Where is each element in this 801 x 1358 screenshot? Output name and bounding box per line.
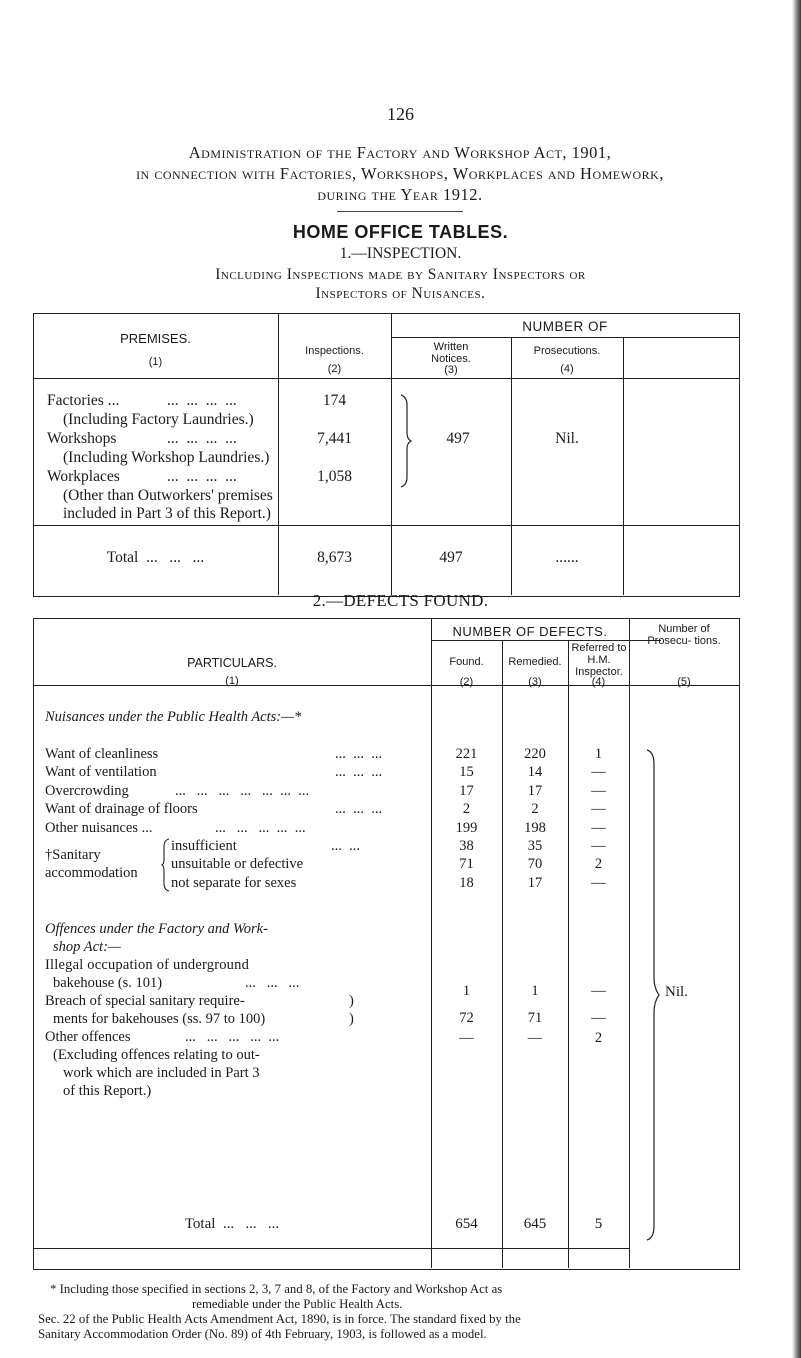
- col-inspections-num: (2): [327, 363, 342, 375]
- cell-found: 15: [459, 764, 474, 781]
- offence-label: Illegal occupation of underground: [45, 957, 250, 973]
- cell-found: 38: [459, 837, 474, 854]
- offence-remedied: —: [527, 1030, 543, 1046]
- premises-header: PREMISES.: [120, 331, 191, 346]
- col-remedied: Remedied.: [508, 656, 562, 668]
- cell-referred: —: [591, 874, 606, 891]
- nuisance-row: Want of ventilation ... ... ...: [45, 764, 383, 781]
- workplaces-inspections: 1,058: [317, 468, 352, 485]
- cell-referred: —: [591, 837, 606, 854]
- cell-referred: —: [591, 782, 606, 799]
- brace-notices: [399, 393, 413, 489]
- cell-found: 17: [459, 782, 474, 799]
- cell-found: 71: [459, 856, 474, 873]
- cell-remedied: 70: [527, 856, 543, 873]
- sanitary-row: not separate for sexes: [171, 874, 297, 891]
- brace-prosecutions: [645, 748, 661, 1242]
- total-notices: 497: [439, 549, 463, 566]
- offence-found: —: [459, 1030, 474, 1046]
- cell-found: 221: [455, 746, 478, 762]
- offence-referred: 2: [594, 1030, 603, 1046]
- page-number: 126: [387, 104, 414, 124]
- offences-list: [45, 956, 430, 1100]
- defects-table: [33, 618, 740, 1270]
- footnotes: [32, 1282, 772, 1342]
- cell-referred: —: [591, 764, 606, 781]
- col-found: Found.: [449, 656, 484, 668]
- cell-remedied: 198: [524, 819, 546, 836]
- sanitary-label-1: †Sanitary: [45, 847, 101, 863]
- footnote-star-2: remediable under the Public Health Acts.: [192, 1297, 403, 1311]
- footnote-dagger-1: Sec. 22 of the Public Health Acts Amendment Act, 1890, is in force. The standard fixed by the: [38, 1312, 521, 1326]
- nuisances-remedied-col: [502, 745, 568, 892]
- nuisance-row: Want of cleanliness ... ... ...: [45, 746, 383, 762]
- particulars-header: PARTICULARS.: [187, 656, 277, 670]
- cell-referred: 2: [594, 856, 603, 873]
- col-remedied-num: (3): [528, 676, 542, 688]
- excluding-note: of this Report.): [63, 1083, 152, 1099]
- cell-referred: —: [591, 801, 606, 818]
- sanitary-row: insufficient ... ...: [171, 838, 360, 854]
- nuisance-row: Want of drainage of floors ... ... ...: [45, 801, 383, 818]
- sanitary-row: unsuitable or defective: [171, 856, 304, 873]
- nuisances-referred-col: [568, 745, 629, 892]
- total-label: Total ... ... ...: [184, 1216, 280, 1232]
- col-referred-num: (4): [591, 676, 606, 688]
- offence-referred: —: [591, 1010, 606, 1026]
- sanitary-list: [171, 837, 431, 892]
- footnote-dagger-2: Sanitary Accommodation Order (No. 89) of 4th February, 1903, is followed as a model.: [38, 1327, 487, 1341]
- prosecutions-group: Nil.: [555, 430, 579, 447]
- col-referred: Referred to H.M. Inspector.: [571, 642, 627, 678]
- offence-label-cont: ments for bakehouses (ss. 97 to 100) ): [53, 1011, 354, 1027]
- excluding-note: (Excluding offences relating to out-: [53, 1047, 260, 1063]
- row-workshops-note: (Including Workshop Laundries.): [63, 449, 270, 466]
- cell-referred: 1: [594, 746, 603, 762]
- title-line-2: in connection with Factories, Workshops, Workplaces and Homework,: [136, 164, 664, 183]
- sanitary-label-2: accommodation: [45, 865, 138, 881]
- col-prosecutions: Prosecutions.: [533, 345, 601, 357]
- factories-inspections: 174: [322, 392, 347, 409]
- offence-label: Breach of special sanitary require- ): [45, 993, 354, 1009]
- cell-remedied: 220: [524, 746, 546, 762]
- offence-found: 1: [462, 983, 471, 999]
- number-of-defects-header: NUMBER OF DEFECTS.: [452, 624, 608, 639]
- offence-remedied: 1: [531, 983, 539, 999]
- number-of-header: NUMBER OF: [522, 319, 608, 334]
- title-line-1: Administration of the Factory and Workshop Act, 1901,: [188, 143, 612, 162]
- offences-heading: [45, 920, 430, 956]
- footnote-star-1: * Including those specified in sections 2, 3, 7 and 8, of the Factory and Workshop Act as: [50, 1282, 503, 1296]
- offence-label-cont: bakehouse (s. 101) ... ... ...: [53, 975, 300, 991]
- cell-referred: —: [591, 819, 606, 836]
- col-written-notices: Written Notices.: [431, 341, 471, 365]
- workshops-inspections: 7,441: [317, 430, 352, 447]
- offence-label: Other offences ... ... ... ... ...: [45, 1029, 280, 1045]
- title-rule: [337, 211, 463, 212]
- row-workplaces-label: Workplaces ... ... ... ...: [47, 468, 237, 485]
- excluding-note: work which are included in Part 3: [63, 1065, 260, 1081]
- nuisance-row: Overcrowding ... ... ... ... ... ... ...: [45, 782, 310, 799]
- col-prosecutions-num: (4): [560, 363, 574, 375]
- col-inspections: Inspections.: [305, 345, 364, 357]
- total-prosecutions: ......: [555, 549, 579, 566]
- home-office-heading: HOME OFFICE TABLES.: [292, 222, 509, 242]
- cell-remedied: 2: [531, 801, 539, 818]
- nuisances-list: [45, 745, 435, 837]
- total-found: 654: [455, 1216, 478, 1232]
- total-inspections: 8,673: [317, 549, 352, 566]
- total-label: Total ... ... ...: [106, 549, 205, 566]
- total-referred: 5: [594, 1216, 603, 1232]
- cell-remedied: 17: [527, 782, 543, 799]
- page-edge-shadow: [792, 0, 801, 1358]
- cell-found: 199: [455, 819, 478, 836]
- written-notices-total-group: 497: [446, 430, 470, 447]
- prosecutions-nil: Nil.: [665, 984, 688, 1000]
- title-line-3: during the Year 1912.: [317, 185, 483, 204]
- offence-referred: —: [591, 983, 606, 999]
- premises-col-num: (1): [148, 356, 163, 368]
- offence-found: 72: [459, 1010, 474, 1026]
- offences-heading-2: shop Act:—: [53, 939, 121, 955]
- row-factories-note: (Including Factory Laundries.): [63, 411, 254, 428]
- nuisance-row: Other nuisances ... ... ... ... ... ...: [45, 819, 306, 836]
- row-workplaces-note-2: included in Part 3 of this Report.): [63, 505, 271, 522]
- cell-remedied: 14: [527, 764, 543, 781]
- section2-heading: 2.—DEFECTS FOUND.: [312, 591, 489, 610]
- cell-found: 18: [459, 874, 474, 891]
- offence-remedied: 71: [527, 1010, 543, 1026]
- col-found-num: (2): [459, 676, 474, 688]
- row-factories-label: Factories ... ... ... ... ...: [47, 392, 237, 409]
- nuisances-found-col: [431, 745, 502, 892]
- nuisances-heading: Nuisances under the Public Health Acts:—*: [45, 709, 302, 725]
- brace-sanitary: [161, 837, 171, 893]
- col-prosecutions-num: (5): [677, 676, 691, 688]
- inspection-table: [33, 313, 740, 597]
- col-prosecutions: Number of Prosecu- tions.: [647, 623, 721, 647]
- row-workplaces-note-1: (Other than Outworkers' premises: [63, 487, 273, 504]
- section1-subheading-1: Including Inspections made by Sanitary Inspectors or: [215, 266, 586, 283]
- row-workshops-label: Workshops ... ... ... ...: [47, 430, 237, 447]
- offences-heading-1: Offences under the Factory and Work-: [45, 921, 268, 937]
- section1-subheading-2: Inspectors of Nuisances.: [315, 285, 486, 302]
- cell-remedied: 35: [527, 837, 543, 854]
- cell-found: 2: [462, 801, 471, 818]
- cell-remedied: 17: [527, 874, 543, 891]
- section1-heading: 1.—INSPECTION.: [339, 245, 462, 262]
- total-remedied: 645: [523, 1216, 547, 1232]
- particulars-col-num: (1): [225, 675, 239, 687]
- col-written-notices-num: (3): [444, 364, 458, 376]
